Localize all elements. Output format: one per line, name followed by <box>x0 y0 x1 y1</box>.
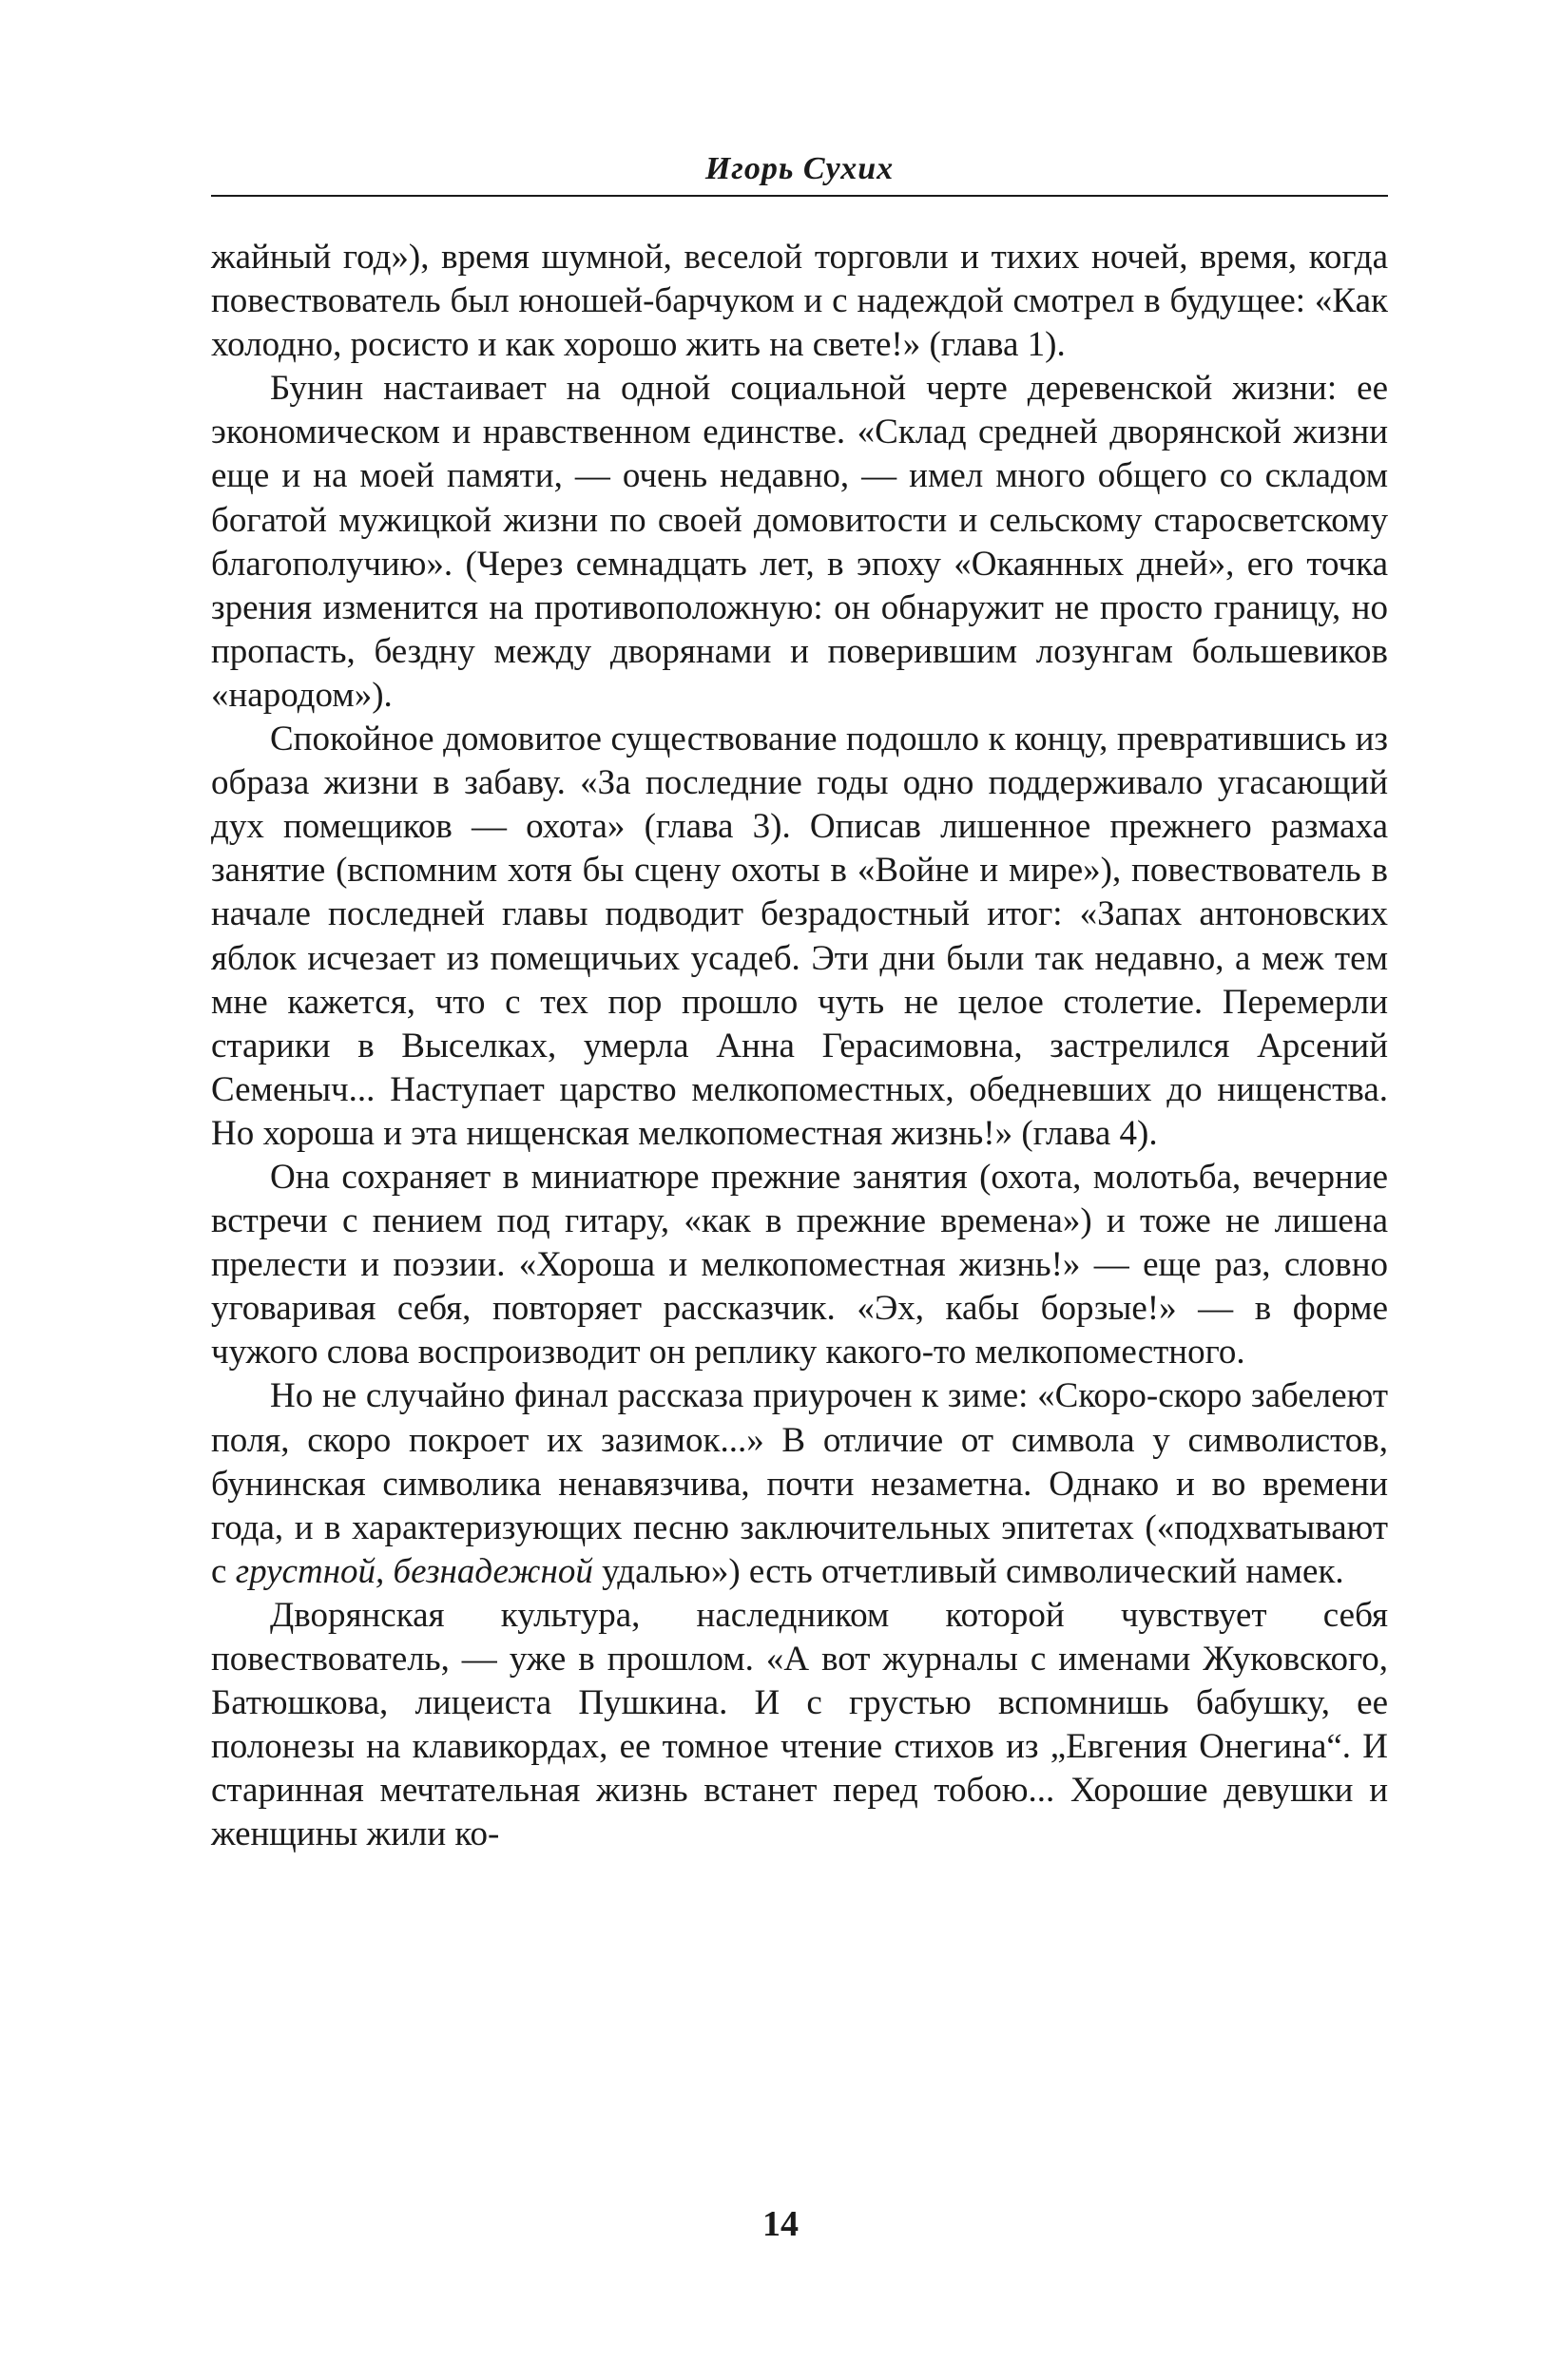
paragraph-5 <box>211 1374 1388 1593</box>
header-rule <box>211 195 1388 197</box>
running-title: Игорь Сухих <box>704 151 895 186</box>
paragraph-5-italic: грустной, безнадежной <box>235 1551 593 1591</box>
page-number: 14 <box>762 2204 799 2244</box>
paragraph-4: Она сохраняет в миниатюре прежние занятия (охота, молотьба, вечерние встречи с пением под гитару, «как в прежние времена») и тоже не лишена прелести и поэзии. «Хороша и мелкопоместная жизнь!» — еще раз, словно уговаривая себя, повторяет рассказчик. «Эх, кабы борзые!» — в форме чужого слова воспроизводит он реплику какого-то мелкопоместного. <box>211 1157 1388 1372</box>
paragraph-2: Бунин настаивает на одной социальной черте деревенской жизни: ее экономическом и нравственном единстве. «Склад средней дворянской жизни еще и на моей памяти, — очень недавно, — имел много общего со складом богатой мужицкой жизни по своей домовитости и сельскому старосветскому благополучию». (Через семнадцать лет, в эпоху «Окаянных дней», его точка зрения изменится на противоположную: он обнаружит не просто границу, но пропасть, бездну между дворянами и поверившим лозунгам большевиков «народом»). <box>211 369 1388 715</box>
paragraph-5-tail: удалью») есть отчетливый символический намек. <box>592 1551 1344 1591</box>
paragraph-1: жайный год»), время шумной, веселой торговли и тихих ночей, время, когда повествователь был юношей-барчуком и с надеждой смотрел в будущее: «Как холодно, росисто и как хорошо жить на свете!» (глава 1). <box>211 238 1388 365</box>
paragraph-3: Спокойное домовитое существование подошло к концу, превратившись из образа жизни в забаву. «За последние годы одно поддерживало угасающий дух помещиков — охота» (глава 3). Описав лишенное прежнего размаха занятие (вспомним хотя бы сцену охоты в «Войне и мире»), повествователь в начале последней главы подводит безрадостный итог: «Запах антоновских яблок исчезает из помещичьих усадеб. Эти дни были так недавно, а меж тем мне кажется, что с тех пор прошло чуть не целое столетие. Перемерли старики в Выселках, умерла Анна Герасимовна, застрелился Арсений Семеныч... Наступает царство мелкопоместных, обедневших до нищенства. Но хороша и эта нищенская мелкопоместная жизнь!» (глава 4). <box>211 720 1388 1153</box>
body-text <box>211 236 1388 1856</box>
paragraph-5-lead: Но не случайно финал рассказа приурочен к зиме: «Скоро-скоро забелеют поля, скоро покроет их зазимок...» В отличие от символа у символистов, бунинская символика ненавязчива, почти незаметна. Однако и во времени года, и в характеризующих песню заключительных эпитетах («подхватывают с <box>211 1376 1388 1591</box>
paragraph-6: Дворянская культура, наследником которой чувствует себя повествователь, — уже в прошлом. «А вот журналы с именами Жуковского, Батюшкова, лицеиста Пушкина. И с грустью вспомнишь бабушку, ее полонезы на клавикордах, ее томное чтение стихов из „Евгения Онегина“. И старинная мечтательная жизнь встанет перед тобою... Хорошие девушки и женщины жили ко- <box>211 1595 1388 1854</box>
